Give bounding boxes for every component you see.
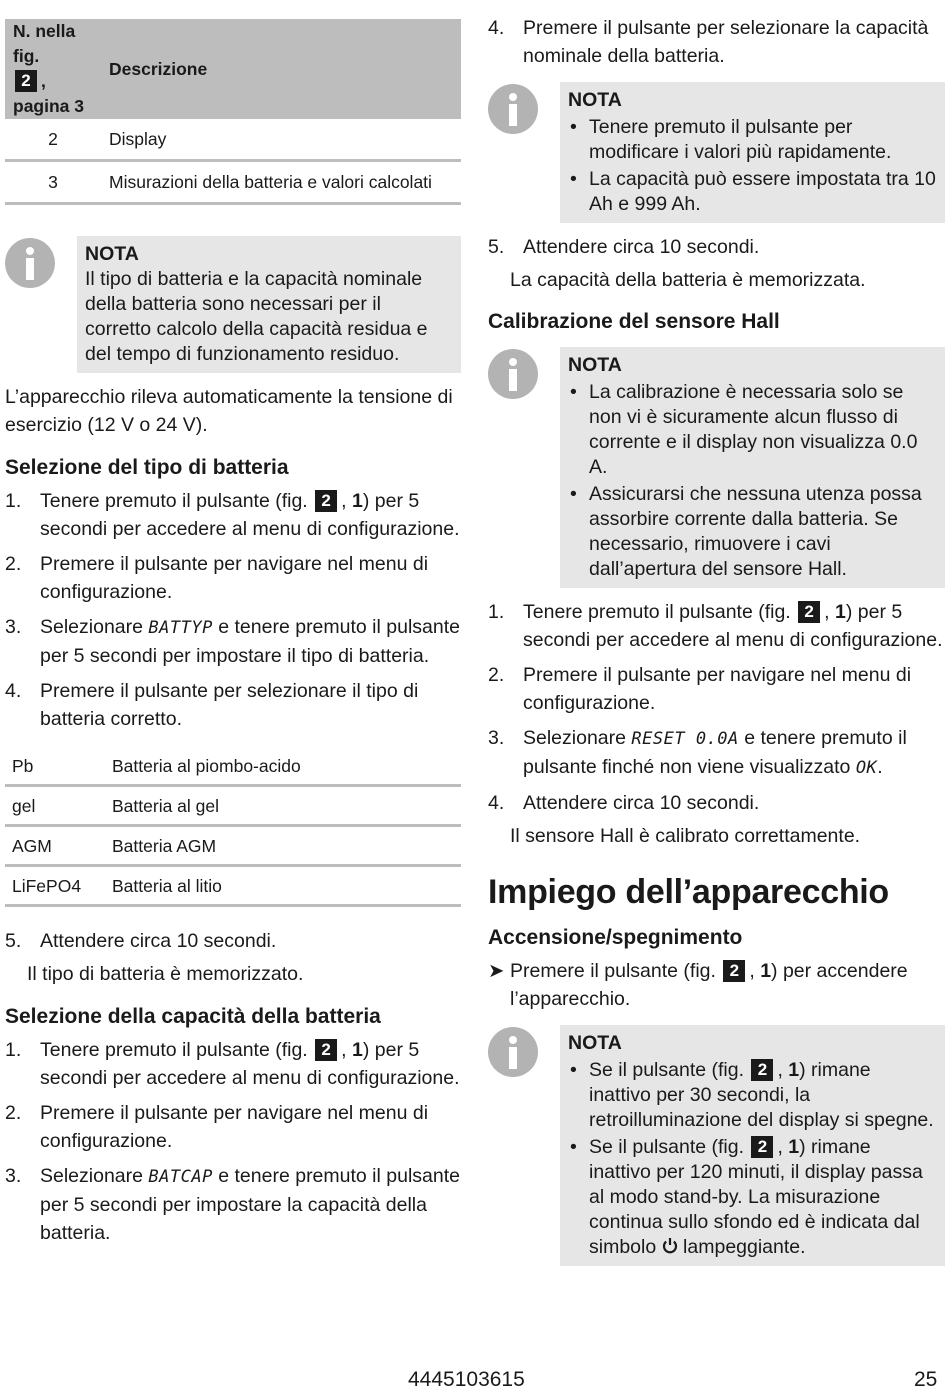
- list-item: 3. Selezionare BATCAP e tenere premuto il pulsante per 5 secondi per impostare la capacità della batteria.: [5, 1165, 460, 1244]
- figure-ref-badge: 2: [315, 1039, 337, 1061]
- battery-type-steps: [5, 487, 461, 733]
- note-list: [568, 380, 936, 582]
- list-item: 5. Attendere circa 10 secondi.: [5, 930, 277, 952]
- note-box: [488, 82, 945, 223]
- page-number: 25: [914, 1368, 938, 1391]
- result-text: La capacità della batteria è memorizzata.: [510, 269, 866, 291]
- battery-type-table: [5, 747, 461, 907]
- row-description: Misurazioni della batteria e valori calcolati: [101, 161, 461, 204]
- info-icon: [488, 84, 538, 134]
- list-item: 3. Selezionare RESET 0.0A e tenere premuto il pulsante finché non viene visualizzato OK.: [488, 727, 907, 778]
- note-list: [568, 115, 936, 217]
- row-number: 2: [5, 119, 101, 161]
- note-text: Il tipo di batteria e la capacità nominale della batteria sono necessari per il corretto calcolo della capacità residua e del tempo di funzionamento residuo.: [85, 268, 428, 365]
- list-item: 5. Attendere circa 10 secondi.: [488, 236, 760, 258]
- figure-ref-badge: 2: [315, 490, 337, 512]
- intro-paragraph: L’apparecchio rileva automaticamente la tensione di esercizio (12 V o 24 V).: [5, 386, 453, 436]
- lcd-text: RESET 0.0A: [631, 729, 739, 749]
- result-text: Il sensore Hall è calibrato correttamente.: [510, 825, 861, 847]
- figure-ref-badge: 2: [751, 1059, 773, 1081]
- note-bullet: • Se il pulsante (fig. 2 , 1) rimane inattivo per 30 secondi, la retroilluminazione del display si spegne.: [568, 1058, 936, 1133]
- table-row: [5, 119, 461, 161]
- figure-ref-badge: 2: [15, 70, 37, 92]
- figure-ref-badge: 2: [723, 960, 745, 982]
- row-number: 3: [5, 161, 101, 204]
- left-column: [5, 0, 461, 1247]
- list-item: 4. Premere il pulsante per selezionare il tipo di batteria corretto.: [5, 680, 419, 730]
- list-item: 1. Tenere premuto il pulsante (fig. 2 , 1) per 5 secondi per accedere al menu di configurazione.: [5, 1039, 460, 1089]
- battery-capacity-steps-cont: [488, 14, 945, 70]
- section-heading-power: Accensione/spegnimento: [488, 926, 743, 949]
- document-code: 4445103615: [408, 1368, 525, 1391]
- section-heading-battery-type: Selezione del tipo di batteria: [5, 456, 289, 479]
- note-bullet: • La capacità può essere impostata tra 10 Ah e 999 Ah.: [568, 167, 936, 217]
- chapter-heading: Impiego dell’apparecchio: [488, 873, 889, 911]
- hall-steps: [488, 598, 945, 817]
- note-bullet: • Assicurarsi che nessuna utenza possa assorbire corrente dalla batteria. Se necessario, rimuovere i cavi dall’apertura del sensore Hall.: [568, 482, 936, 582]
- table-header-number: N. nella fig. 2 , pagina 3: [5, 19, 101, 119]
- note-box: [488, 347, 945, 588]
- table-header-description: Descrizione: [101, 19, 461, 119]
- table-row: [5, 161, 461, 204]
- figure-ref-badge: 2: [751, 1136, 773, 1158]
- note-bullet: • Tenere premuto il pulsante per modificare i valori più rapidamente.: [568, 115, 936, 165]
- note-title: NOTA: [568, 89, 622, 111]
- section-heading-hall: Calibrazione del sensore Hall: [488, 310, 780, 333]
- table-header-row: [5, 19, 461, 119]
- list-item: 1. Tenere premuto il pulsante (fig. 2 , 1) per 5 secondi per accedere al menu di configurazione.: [5, 490, 460, 540]
- lcd-text: BATTYP: [148, 618, 213, 638]
- note-title: NOTA: [568, 1032, 622, 1054]
- list-item: 2. Premere il pulsante per navigare nel menu di configurazione.: [5, 553, 429, 603]
- section-heading-battery-capacity: Selezione della capacità della batteria: [5, 1005, 381, 1028]
- info-icon: [488, 349, 538, 399]
- list-item: 4. Attendere circa 10 secondi.: [488, 792, 760, 814]
- right-column: [488, 14, 945, 1266]
- description-table: [5, 19, 461, 205]
- table-row: AGM Batteria AGM: [5, 826, 461, 866]
- lcd-text: BATCAP: [148, 1167, 213, 1187]
- info-icon: [5, 238, 55, 288]
- list-item: 2. Premere il pulsante per navigare nel menu di configurazione.: [488, 664, 912, 714]
- note-bullet: • La calibrazione è necessaria solo se non vi è sicuramente alcun flusso di corrente e il display non visualizza 0.0 A.: [568, 380, 936, 480]
- result-text: Il tipo di batteria è memorizzato.: [27, 963, 304, 985]
- list-item: 3. Selezionare BATTYP e tenere premuto il pulsante per 5 secondi per impostare il tipo di batteria.: [5, 616, 460, 667]
- battery-capacity-steps-end: [488, 233, 945, 261]
- list-item: 1. Tenere premuto il pulsante (fig. 2 , 1) per 5 secondi per accedere al menu di configurazione.: [488, 601, 943, 651]
- figure-ref-badge: 2: [798, 601, 820, 623]
- battery-capacity-steps: [5, 1036, 461, 1247]
- note-title: NOTA: [568, 354, 622, 376]
- arrow-right-icon: ➤: [488, 960, 505, 982]
- note-box: [488, 1025, 945, 1266]
- power-step: ➤ Premere il pulsante (fig. 2 , 1) per accendere l’apparecchio.: [488, 957, 945, 1013]
- table-row: Pb Batteria al piombo-acido: [5, 747, 461, 786]
- lcd-text: OK: [855, 758, 878, 778]
- list-item: 4. Premere il pulsante per selezionare la capacità nominale della batteria.: [488, 17, 929, 67]
- table-row: LiFePO4 Batteria al litio: [5, 866, 461, 906]
- row-description: Display: [101, 119, 461, 161]
- note-bullet: • Se il pulsante (fig. 2 , 1) rimane inattivo per 120 minuti, il display passa al modo stand-by. La misurazione continua sullo sfondo ed è indicata dal simbolo lampeggiante.: [568, 1135, 936, 1260]
- note-list: [568, 1058, 936, 1260]
- note-box: [5, 236, 461, 373]
- info-icon: [488, 1027, 538, 1077]
- list-item: 2. Premere il pulsante per navigare nel menu di configurazione.: [5, 1102, 429, 1152]
- power-icon: [662, 1236, 678, 1258]
- note-title: NOTA: [85, 243, 139, 265]
- battery-type-steps-cont: [5, 927, 461, 955]
- table-row: gel Batteria al gel: [5, 786, 461, 826]
